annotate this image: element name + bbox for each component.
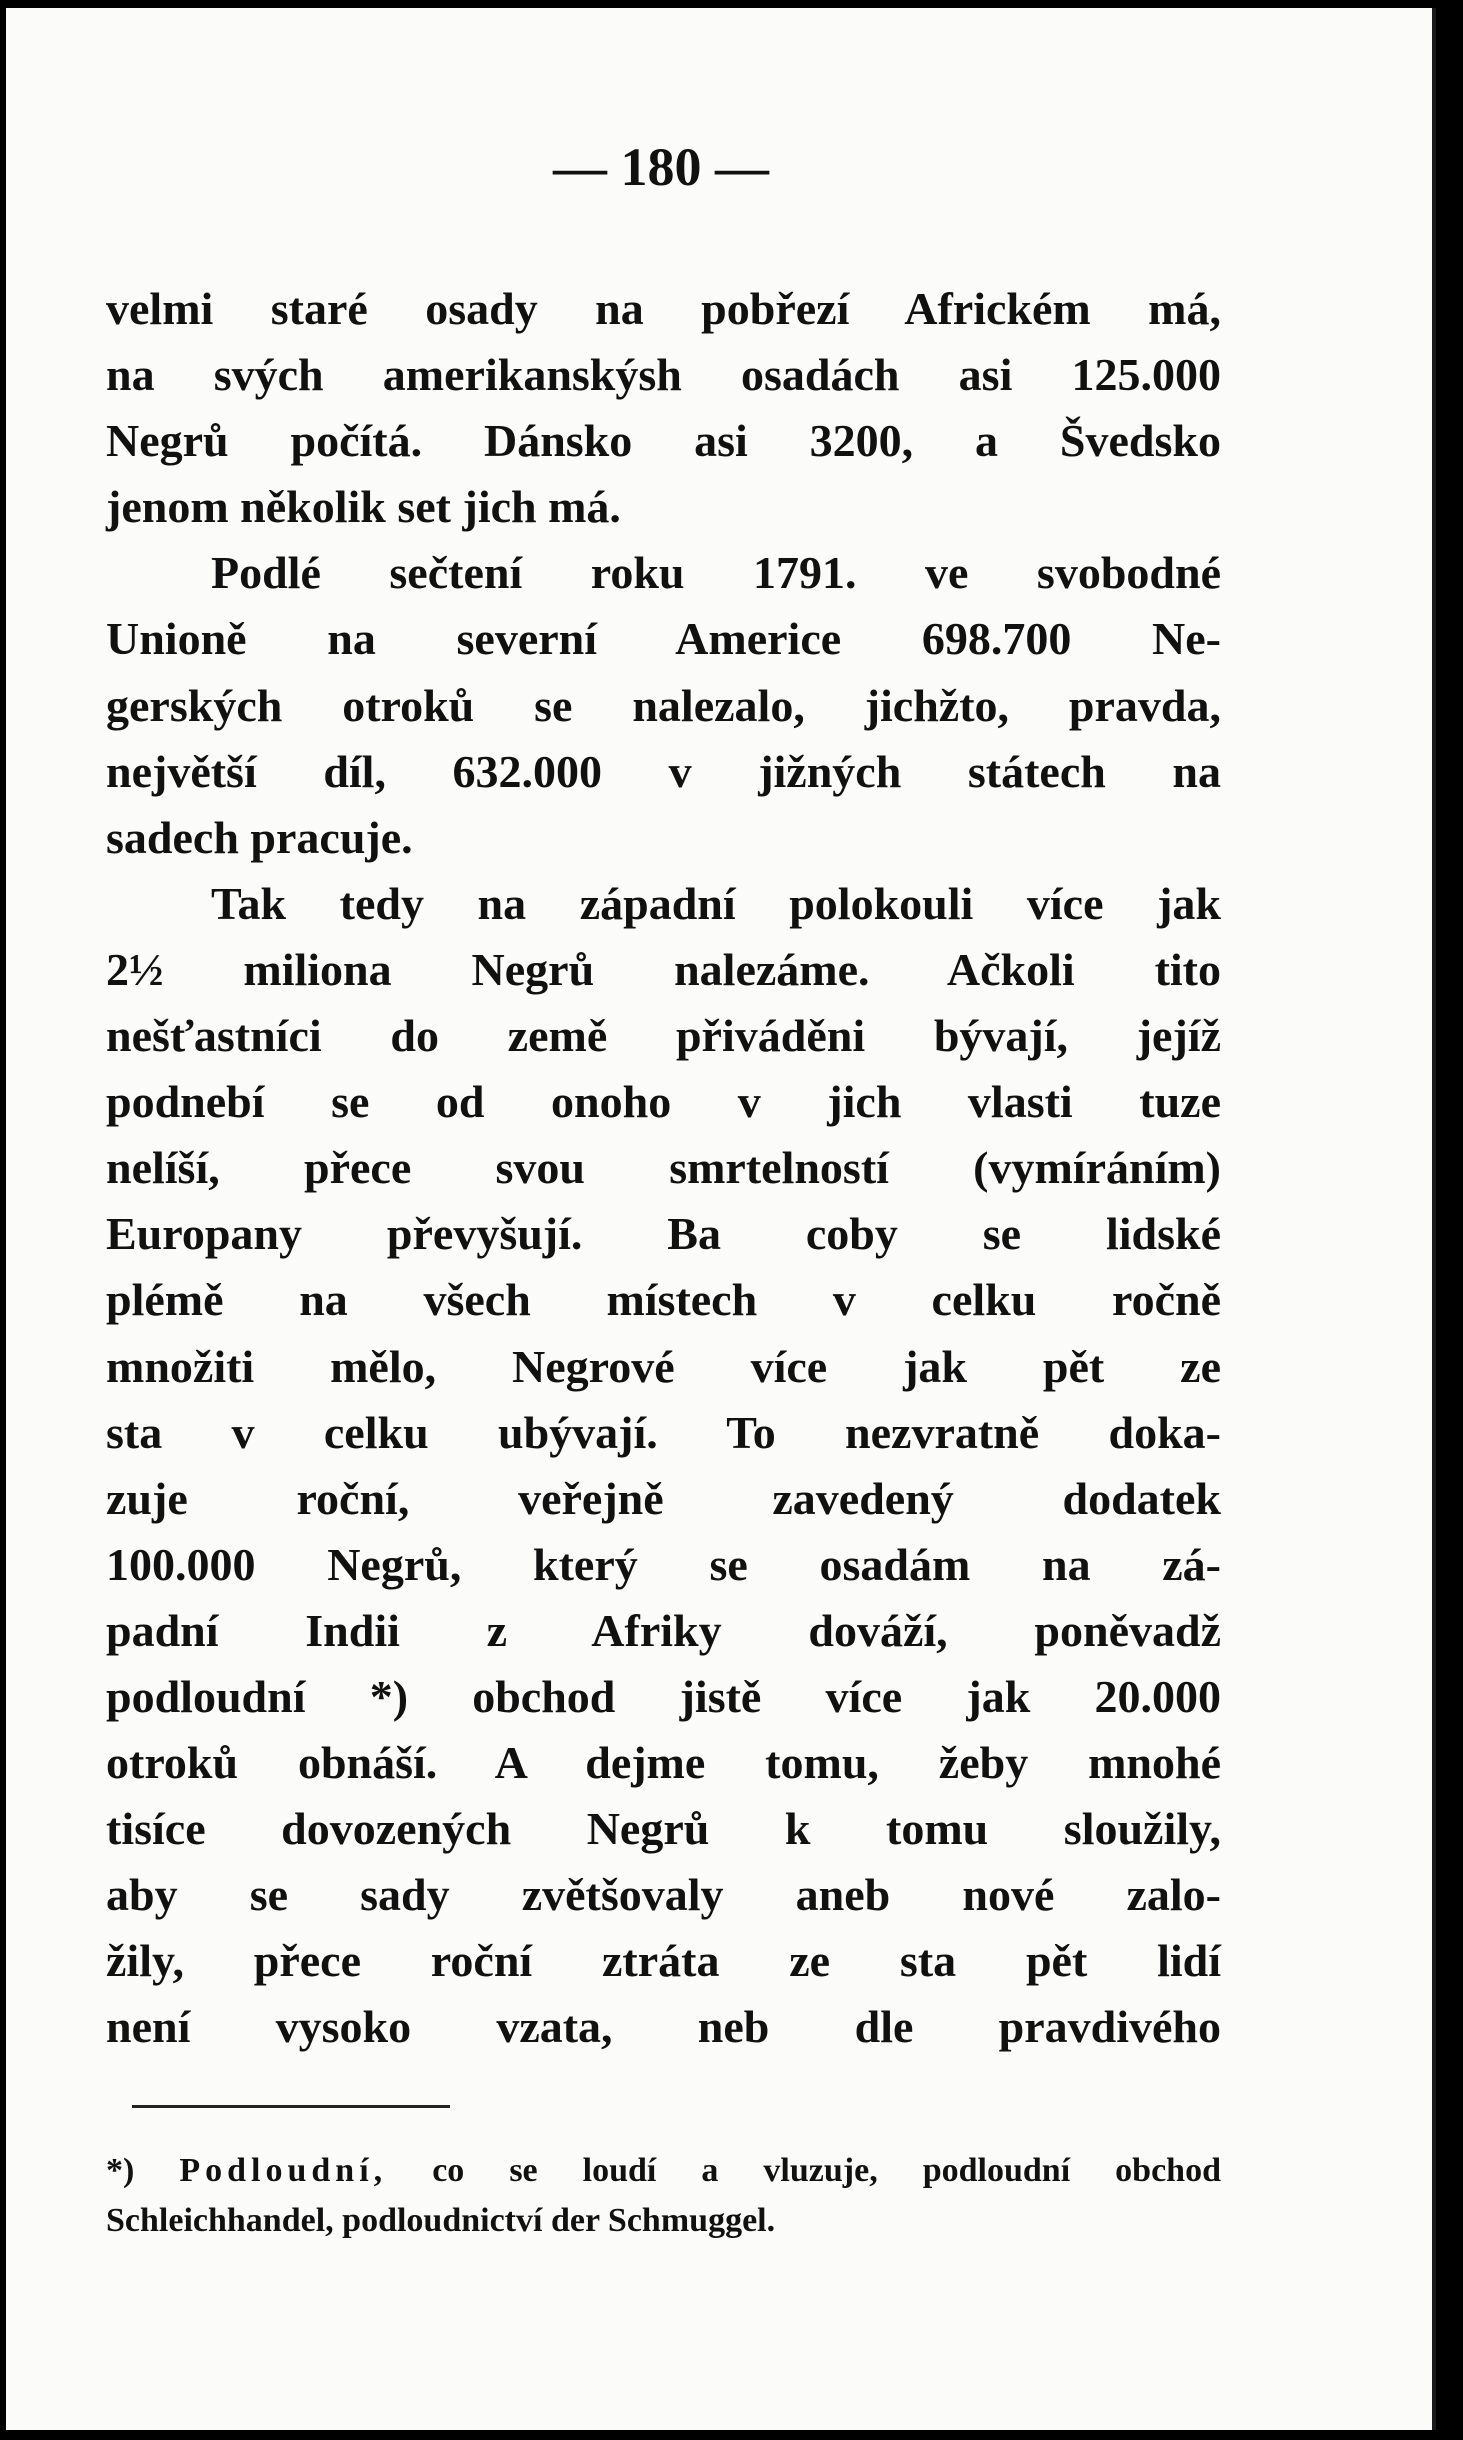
footnote-marker: *) xyxy=(106,2152,135,2189)
footnote-term: Podloudní, xyxy=(179,2152,388,2189)
text-line: množiti mělo, Negrové více jak pět ze xyxy=(106,1340,1221,1392)
body-text xyxy=(106,276,1221,2061)
text-line: podloudní *) obchod jistě více jak 20.000 xyxy=(106,1670,1221,1722)
footnote-definition: co se loudí a vluzuje, podloudní obchod xyxy=(432,2152,1222,2189)
text-line: na svých amerikanskýsh osadách asi 125.000 xyxy=(106,349,1221,401)
text-line: Europany převyšují. Ba coby se lidské xyxy=(106,1208,1221,1260)
footnote-line: Schleichhandel, podloudnictví der Schmuggel. xyxy=(106,2202,776,2239)
text-line: gerských otroků se nalezalo, jichžto, pravda, xyxy=(106,679,1221,731)
page-number: — 180 — xyxy=(553,137,769,197)
text-line: plémě na všech místech v celku ročně xyxy=(106,1274,1221,1326)
text-line: zuje roční, veřejně zavedený dodatek xyxy=(106,1472,1221,1524)
text-line: aby se sady zvětšovaly aneb nové zalo- xyxy=(106,1869,1221,1921)
text-line: velmi staré osady na pobřezí Africkém má, xyxy=(106,283,1221,334)
footnote-divider xyxy=(132,2105,450,2108)
text-line: Negrů počítá. Dánsko asi 3200, a Švedsko xyxy=(106,415,1221,467)
text-line: Podlé sečtení roku 1791. ve svobodné xyxy=(211,547,1221,599)
text-line: nešťastníci do země přiváděni bývají, jejíž xyxy=(106,1010,1221,1062)
text-line: jenom několik set jich má. xyxy=(106,481,621,533)
text-line: Tak tedy na západní polokouli více jak xyxy=(211,877,1221,929)
footnote xyxy=(106,2146,1221,2246)
text-line: 2½ miliona Negrů nalezáme. Ačkoli tito xyxy=(106,943,1221,995)
text-line: není vysoko vzata, neb dle pravdivého xyxy=(106,2001,1221,2053)
text-line: 100.000 Negrů, který se osadám na zá- xyxy=(106,1538,1221,1590)
text-line: otroků obnáší. A dejme tomu, žeby mnohé xyxy=(106,1737,1221,1789)
text-line: největší díl, 632.000 v jižných státech na xyxy=(106,745,1221,797)
text-line: nelíší, přece svou smrtelností (vymíráním) xyxy=(106,1142,1221,1194)
book-page xyxy=(6,8,1436,2430)
text-line: tisíce dovozených Negrů k tomu sloužily, xyxy=(106,1803,1221,1855)
text-line: žily, přece roční ztráta ze sta pět lidí xyxy=(106,1935,1221,1987)
text-line: podnebí se od onoho v jich vlasti tuze xyxy=(106,1076,1221,1128)
text-line: Unioně na severní Americe 698.700 Ne- xyxy=(106,613,1221,665)
text-line: sadech pracuje. xyxy=(106,811,413,863)
text-line: sta v celku ubývají. To nezvratně doka- xyxy=(106,1406,1221,1458)
text-line: padní Indii z Afriky dováží, poněvadž xyxy=(106,1604,1221,1656)
footnote-line xyxy=(106,2146,1221,2196)
